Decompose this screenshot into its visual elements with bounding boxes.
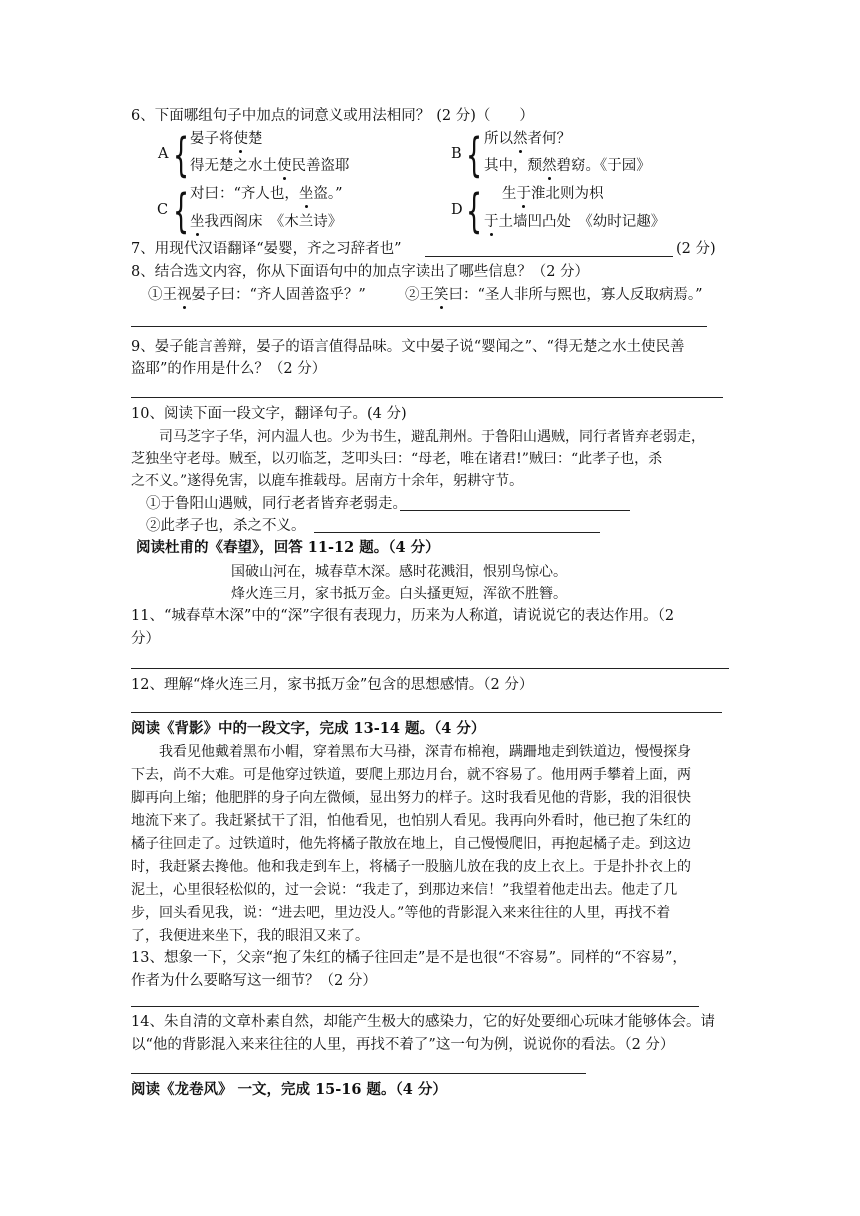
q14-line2: 以“他的背影混入来来往往的人里，再找不着了”这一句为例，说说你的看法。（2 分） bbox=[131, 1037, 675, 1053]
q6-a-line2: 得无楚之水土使民善盗耶 bbox=[190, 158, 350, 174]
q6-option-a-letter: A bbox=[158, 146, 169, 162]
answer-line bbox=[131, 1073, 586, 1074]
q8-sentence-1: ①王视晏子曰：“齐人固善盗乎？” bbox=[148, 287, 366, 303]
beiying-section-title: 阅读《背影》中的一段文字，完成 13-14 题。（4 分） bbox=[131, 720, 486, 737]
poem-section-title: 阅读杜甫的《春望》，回答 11-12 题。（4 分） bbox=[136, 539, 440, 556]
beiying-line: 泥土，心里很轻松似的，过一会说：“我走了，到那边来信！”我望着他走出去。他走了几 bbox=[131, 882, 678, 898]
q10-passage-line1: 司马芝字子华，河内温人也。少为书生，避乱荆州。于鲁阳山遇贼，同行者皆弃老弱走， bbox=[159, 429, 705, 445]
brace-icon: { bbox=[173, 184, 190, 238]
brace-icon: { bbox=[466, 128, 483, 182]
q10-stem: 10、阅读下面一段文字，翻译句子。(4 分) bbox=[131, 406, 407, 422]
q7-score: (2 分) bbox=[676, 241, 716, 257]
beiying-line: 时，我赶紧去搀他。他和我走到车上，将橘子一股脑儿放在我的皮上衣上。于是扑扑衣上的 bbox=[131, 859, 691, 875]
q6-a-line1: 晏子将使楚 bbox=[190, 131, 263, 147]
q6-option-d-letter: D bbox=[451, 202, 463, 218]
q13-line1: 13、想象一下，父亲“抱了朱红的橘子往回走”是不是也很“不容易”。同样的“不容易”， bbox=[131, 950, 687, 966]
beiying-line: 下去，尚不大难。可是他穿过铁道，要爬上那边月台，就不容易了。他用两手攀着上面，两 bbox=[131, 767, 691, 783]
q10-translate-2: ②此孝子也，杀之不义。 bbox=[146, 518, 306, 534]
q6-b-line1: 所以然者何？ bbox=[484, 131, 571, 147]
q8-sentence-2: ②王笑曰：“圣人非所与熙也，寡人反取病焉。” bbox=[405, 287, 703, 303]
answer-line bbox=[131, 397, 723, 398]
answer-line bbox=[314, 532, 600, 533]
answer-line bbox=[131, 326, 707, 327]
q12-text: 12、理解“烽火连三月，家书抵万金”包含的思想感情。（2 分） bbox=[131, 677, 534, 693]
q10-passage-line2: 芝独坐守老母。贼至，以刃临芝，芝叩头曰：“母老，唯在诸君!”贼曰：“此孝子也，杀 bbox=[131, 451, 663, 467]
q13-line2: 作者为什么要略写这一细节？（2 分） bbox=[131, 973, 377, 989]
answer-line bbox=[131, 712, 722, 713]
q6-c-line1: 对曰：“齐人也，坐盗。” bbox=[190, 186, 343, 202]
q9-line1: 9、晏子能言善辩，晏子的语言值得品味。文中晏子说“婴闻之”、“得无楚之水土使民善 bbox=[131, 339, 685, 355]
answer-line bbox=[425, 256, 673, 257]
beiying-line: 橘子往回走了。过铁道时，他先将橘子散放在地上，自己慢慢爬旧，再抱起橘子走。到这边 bbox=[131, 836, 691, 852]
q9-line2: 盗耶”的作用是什么？（2 分） bbox=[131, 361, 327, 377]
q6-stem: 6、下面哪组句子中加点的词意义或用法相同？ (2 分)（ ） bbox=[131, 108, 534, 124]
q10-translate-1: ①于鲁阳山遇贼，同行老者皆弃老弱走。 bbox=[146, 496, 407, 512]
beiying-line: 了，我便进来坐下，我的眼泪又来了。 bbox=[131, 928, 369, 944]
q11-line1: 11、“城春草木深”中的“深”字很有表现力，历来为人称道，请说说它的表达作用。（2 bbox=[131, 608, 675, 624]
poem-line-2: 烽火连三月，家书抵万金。白头搔更短，浑欲不胜簪。 bbox=[231, 586, 567, 602]
q6-b-line2: 其中，颓然碧窈。《于园》 bbox=[484, 158, 651, 174]
q11-line2: 分） bbox=[131, 631, 160, 647]
beiying-line: 地流下来了。我赶紧拭干了泪，怕他看见，也怕别人看见。我再向外看时，他已抱了朱红的 bbox=[131, 813, 691, 829]
q10-passage-line3: 之不义。”遂得免害，以鹿车推载母。居南方十余年，躬耕守节。 bbox=[131, 473, 524, 489]
longjuanfeng-section-title: 阅读《龙卷风》 一文，完成 15-16 题。（4 分） bbox=[131, 1081, 447, 1098]
beiying-line: 我看见他戴着黑布小帽，穿着黑布大马褂，深青布棉袍，蹒跚地走到铁道边，慢慢探身 bbox=[159, 744, 691, 760]
brace-icon: { bbox=[173, 128, 190, 182]
poem-line-1: 国破山河在，城春草木深。感时花溅泪，恨别鸟惊心。 bbox=[231, 564, 567, 580]
q8-stem: 8、结合选文内容，你从下面语句中的加点字读出了哪些信息？（2 分） bbox=[131, 264, 590, 280]
q6-d-line1: 生于淮北则为枳 bbox=[502, 186, 604, 202]
q6-option-c-letter: C bbox=[157, 202, 169, 218]
q6-c-line2: 坐我西阁床 《木兰诗》 bbox=[190, 214, 343, 230]
brace-icon: { bbox=[466, 184, 483, 238]
answer-line bbox=[131, 668, 729, 669]
q6-d-line2: 于土墙凹凸处 《幼时记趣》 bbox=[484, 214, 666, 230]
q14-line1: 14、朱自清的文章朴素自然，却能产生极大的感染力，它的好处要细心玩味才能够体会。请 bbox=[131, 1014, 715, 1030]
answer-line bbox=[131, 1006, 699, 1007]
answer-line bbox=[400, 510, 630, 511]
q6-option-b-letter: B bbox=[451, 146, 462, 162]
beiying-line: 脚再向上缩；他肥胖的身子向左微倾，显出努力的样子。这时我看见他的背影，我的泪很快 bbox=[131, 790, 691, 806]
beiying-line: 步，回头看见我，说：“进去吧，里边没人。”等他的背影混入来来往往的人里，再找不着 bbox=[131, 905, 671, 921]
q7-text: 7、用现代汉语翻译“晏婴，齐之习辞者也” bbox=[131, 241, 402, 257]
